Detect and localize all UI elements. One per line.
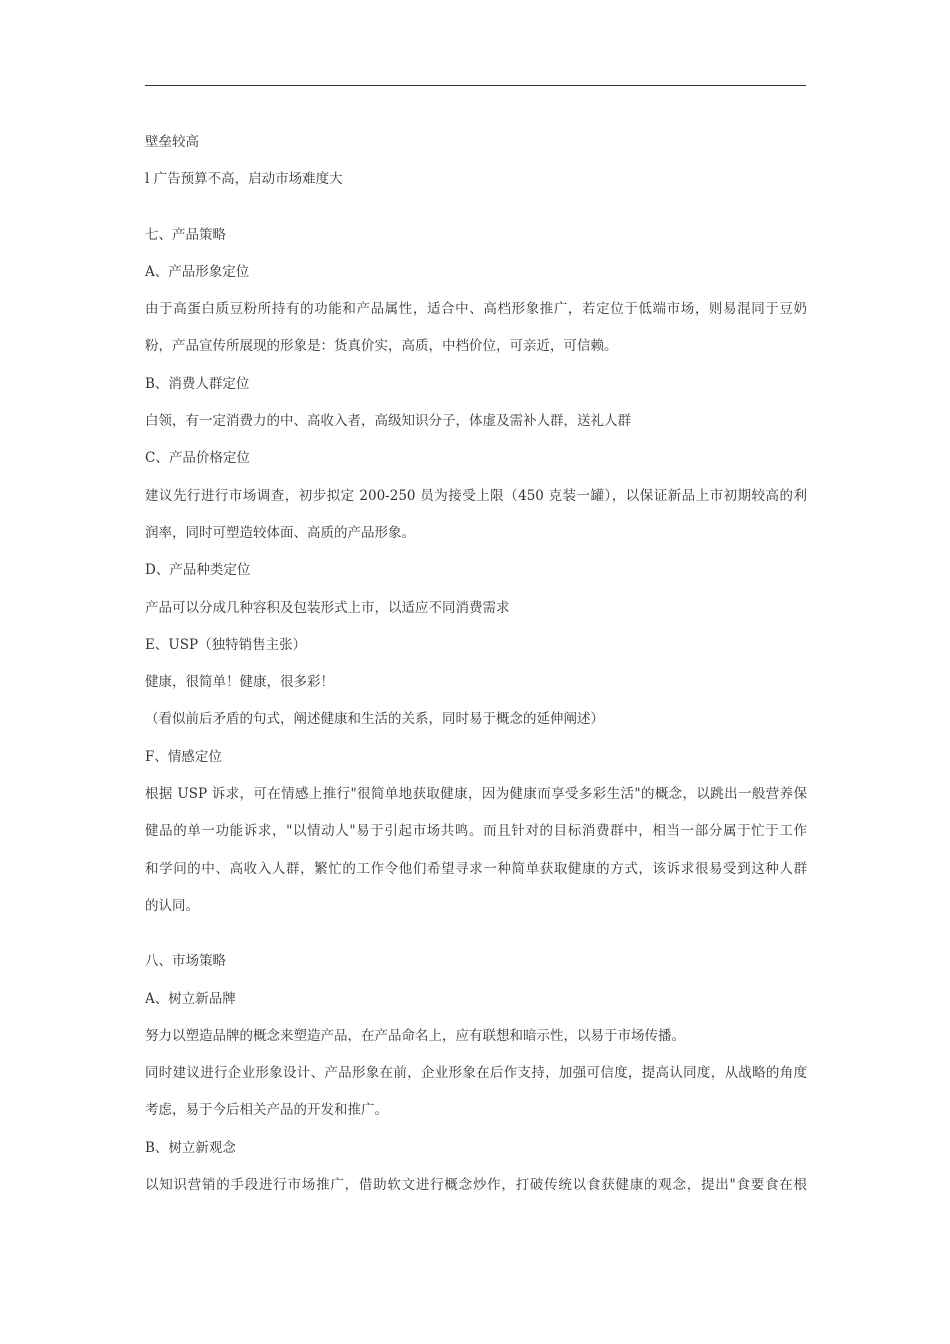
paragraph-line: 粉，产品宣传所展现的形象是：货真价实，高质，中档价位，可亲近，可信赖。 [145, 338, 618, 355]
subheading-new-concept: B、树立新观念 [145, 1139, 236, 1156]
subheading-emotional-positioning: F、情感定位 [145, 748, 222, 765]
spacer [145, 925, 807, 943]
slogan-line: 健康，很简单！健康，很多彩！ [145, 674, 334, 691]
subheading-consumer-group: B、消费人群定位 [145, 375, 250, 392]
paragraph-line: 努力以塑造品牌的概念来塑造产品，在产品命名上，应有联想和暗示性，以易于市场传播。 [145, 1027, 685, 1044]
subheading-usp: E、USP（独特销售主张） [145, 636, 307, 653]
paragraph-line: 产品可以分成几种容积及包装形式上市，以适应不同消费需求 [145, 599, 510, 616]
paragraph-line: 考虑，易于今后相关产品的开发和推广。 [145, 1102, 388, 1119]
paragraph-line: 的认同。 [145, 897, 199, 914]
section-heading-market-strategy: 八、市场策略 [145, 953, 226, 970]
paragraph-line: 建议先行进行市场调查，初步拟定 200-250 员为接受上限（450 克装一罐），以保证新品上市初期较高的利 [145, 487, 807, 504]
paragraph-line: 润率，同时可塑造较体面、高质的产品形象。 [145, 524, 415, 541]
paragraph-line: 根据 USP 诉求，可在情感上推行"很简单地获取健康，因为健康而享受多彩生活"的概念，以跳出一般营养保 [145, 786, 807, 803]
spacer [145, 199, 807, 217]
paragraph-line: 健品的单一功能诉求，"以情动人"易于引起市场共鸣。而且针对的目标消费群中，相当一部分属于忙于工作 [145, 823, 807, 840]
document-body [145, 124, 807, 1204]
subheading-product-type: D、产品种类定位 [145, 562, 251, 579]
paragraph-line: 以知识营销的手段进行市场推广，借助软文进行概念炒作，打破传统以食获健康的观念，提出"食要食在根 [145, 1177, 807, 1194]
subheading-new-brand: A、树立新品牌 [145, 990, 236, 1007]
subheading-product-image: A、产品形象定位 [145, 263, 250, 280]
bullet-line: l 广告预算不高，启动市场难度大 [145, 171, 343, 188]
paragraph-line: 壁垒较高 [145, 134, 199, 150]
paragraph-line: 同时建议进行企业形象设计、产品形象在前，企业形象在后作支持，加强可信度，提高认同度，从战略的角度 [145, 1065, 807, 1082]
paragraph-line: 白领，有一定消费力的中、高收入者，高级知识分子，体虚及需补人群，送礼人群 [145, 413, 631, 430]
section-heading-product-strategy: 七、产品策略 [145, 226, 226, 243]
header-rule [145, 85, 806, 86]
paragraph-line: 和学问的中、高收入人群，繁忙的工作令他们希望寻求一种简单获取健康的方式，该诉求很易受到这种人群 [145, 860, 807, 877]
paragraph-line: 由于高蛋白质豆粉所持有的功能和产品属性，适合中、高档形象推广，若定位于低端市场，则易混同于豆奶 [145, 301, 807, 318]
subheading-price-positioning: C、产品价格定位 [145, 450, 250, 467]
paragraph-line: （看似前后矛盾的句式，阐述健康和生活的关系，同时易于概念的延伸阐述） [145, 711, 604, 728]
